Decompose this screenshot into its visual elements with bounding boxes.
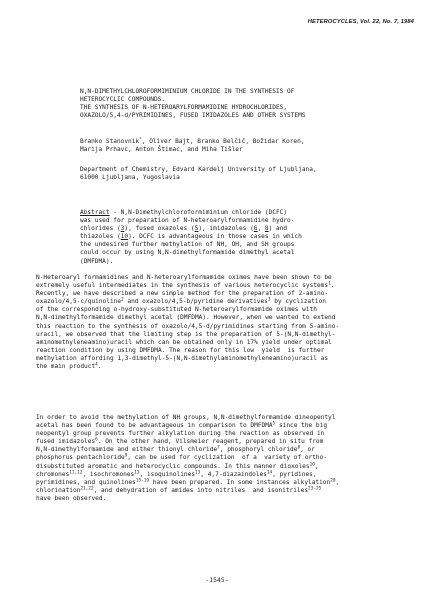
compound-ref: 8 (264, 225, 269, 233)
body-text: Recently, we have described a new simple method for the preparation of 2-amino- (36, 290, 329, 298)
citation-ref: 9 (124, 453, 128, 459)
title-line: OXAZOLO/5,4-d/PYRIMIDINES, FUSED IMIDAZOLES AND OTHER SYSTEMS (80, 112, 306, 120)
abstract-text: could occur by using N,N-dimethylformamide dimethyl acetal (80, 249, 295, 257)
body-text: , (335, 478, 340, 486)
body-text: fused imidazoles (36, 438, 96, 446)
body-text: In order to avoid the methylation of NH groups, N,N-dimethylformamide dineopentyl (36, 414, 336, 421)
body-text: chromones (36, 470, 70, 478)
body-text: phosphorus pentachloride (36, 454, 125, 462)
body-text: uracil, we observed that the limiting step is the preparation of 5-(N,N-dimethyl- (36, 330, 336, 338)
body-text: have been observed. (36, 494, 107, 502)
body-text: aminomethyleneamino)uracil which can be obtained only in 17% yield under optimal (36, 338, 332, 346)
body-text: since the big (275, 422, 328, 430)
body-text: , can be used for cyclization of a variety of ortho- (127, 454, 328, 462)
title-line: HETEROCYCLIC COMPOUNDS. (80, 96, 166, 104)
compound-ref: 6 (253, 225, 258, 233)
body-text: . (330, 282, 335, 290)
abstract-text: ). DCFC is advantageous in those cases in which (128, 233, 302, 241)
citation-ref: 11,12 (69, 470, 83, 476)
citation-ref: 8 (297, 445, 301, 451)
author-list (80, 138, 304, 154)
body-text: the main product (36, 363, 96, 371)
citation-ref: 4 (95, 362, 98, 368)
citation-ref: 2 (121, 297, 124, 303)
abstract (80, 209, 302, 266)
body-text: chlorination (36, 486, 81, 494)
body-text: , pyridines, (272, 470, 317, 478)
citation-ref: 13 (195, 470, 201, 476)
citation-ref: 6 (95, 437, 98, 443)
affiliation-line: 61000 Ljubljana, Yugoslavia (80, 174, 180, 182)
body-text: and oxazolo/4,5-b/pyridine derivatives (123, 298, 268, 306)
abstract-text: ) and (268, 225, 288, 233)
body-text: . On the other hand, Vilsmeier reagent, prepared in situ from (97, 438, 324, 446)
body-text: , isochromones (82, 470, 135, 478)
article-title (80, 88, 306, 120)
body-text: , isoquinolines (139, 470, 196, 478)
abstract-text: ), imidazoles ( (198, 225, 254, 233)
affiliation (80, 166, 317, 182)
citation-ref: 1 (328, 281, 331, 287)
abstract-text: (DMFDMA). (80, 257, 114, 265)
compound-ref: 5 (194, 225, 199, 233)
affiliation-line: Department of Chemistry, Edvard Kardelj University of Ljubljana, (80, 166, 317, 173)
body-text: , and dehydration of amides into nitriles and isonitriles (93, 486, 309, 494)
body-text: reaction condition by using DMFDMA. The reason for this low yield is further (36, 346, 325, 354)
body-text: disubstituted aromatic and heterocyclic compounds. In this manner dioxoles (36, 462, 310, 470)
citation-ref: 13 (134, 470, 140, 476)
body-text: N-Heteroaryl formamidines and N-heteroarylformamide oximes have been shown to be (36, 274, 332, 281)
body-text: , phosphoryl chloride (219, 446, 298, 454)
body-text: . (97, 363, 102, 371)
body-text: extremely useful intermediates in the synthesis of various heterocyclic systems (36, 282, 329, 290)
citation-ref: 3 (267, 297, 271, 303)
journal-header: HETEROCYCLES, Vol. 22, No. 7, 1984 (307, 19, 414, 25)
abstract-text: thiazoles ( (80, 233, 121, 241)
body-text: N,N-dimethylformamide dimethyl acetal (DMFDMA). However, when we wanted to extend (36, 314, 336, 322)
body-text: pyrimidines, and quinolines (36, 478, 136, 486)
title-line: THE SYNTHESIS OF N-HETEROARYLFORMAMIDINE HYDROCHLORIDES, (80, 104, 288, 112)
body-paragraph (36, 274, 339, 371)
body-text: by cyclization (270, 298, 326, 306)
abstract-text: chlorides ( (80, 225, 121, 233)
body-paragraph (36, 414, 339, 503)
abstract-text: was used for preparation of N-heteroarylformamidine hydro- (80, 217, 295, 225)
citation-ref: 5 (272, 421, 276, 427)
body-text: this reaction to the synthesis of oxazolo/4,5-d/pyrimidines starting from 5-amino- (36, 322, 340, 330)
body-text: acetal has been found to be advantageous in comparison to DMFDMA (36, 422, 273, 430)
abstract-label: Abstract (80, 209, 110, 216)
citation-ref: 14 (266, 470, 273, 476)
corresponding-author-mark: * (139, 137, 142, 143)
compound-ref: 3 (120, 225, 125, 233)
body-text: , (314, 462, 319, 470)
abstract-text: - N,N-Dimethylchloroformiminium chloride (DCFC) (109, 209, 288, 216)
body-text: , or (300, 446, 315, 454)
body-text: of the corresponding o-hydroxy-substituted N-heteroarylformamide oximes with (36, 306, 317, 314)
body-text: methylation affording 1,3-dimethyl-5-(N,N-dimethylaminomethyleneamino)uracil as (36, 354, 329, 362)
citation-ref: 7 (217, 445, 220, 451)
page-number: -1545- (205, 576, 229, 584)
citation-ref: 20 (330, 478, 336, 484)
author-text: Marija Prhavc, Anton Štimac, and Miha Tišler (80, 146, 243, 154)
abstract-text: the undesired further methylation of NH, OH, and SH groups (80, 241, 295, 249)
author-text: Branko Stanovnik (80, 138, 140, 145)
citation-ref: 23-25 (308, 486, 322, 492)
abstract-text: , (257, 225, 265, 233)
citation-ref: 15-19 (135, 478, 150, 484)
title-line: N,N-DIMETHYLCHLOROFORMIMINIUM CHLORIDE IN THE SYNTHESIS OF (80, 88, 295, 95)
citation-ref: 21,22 (80, 486, 94, 492)
compound-ref: 10 (120, 233, 129, 241)
author-text: , Oliver Bajt, Branko Belčič, Božidar Koren, (141, 138, 305, 145)
abstract-text: ), fused oxazoles ( (124, 225, 195, 233)
body-text: N,N-dimethylformamide and either thionyl chloride (36, 446, 218, 454)
body-text: oxazolo/4,5-c/quinoline (36, 298, 122, 306)
body-text: , 4,7-diazaindoles (200, 470, 267, 478)
body-text: have been prepared. In some instances alkylation (149, 478, 331, 486)
body-text: neopentyl group prevents further alkylation during the reaction as observed in (36, 430, 325, 438)
citation-ref: 10 (309, 461, 315, 467)
